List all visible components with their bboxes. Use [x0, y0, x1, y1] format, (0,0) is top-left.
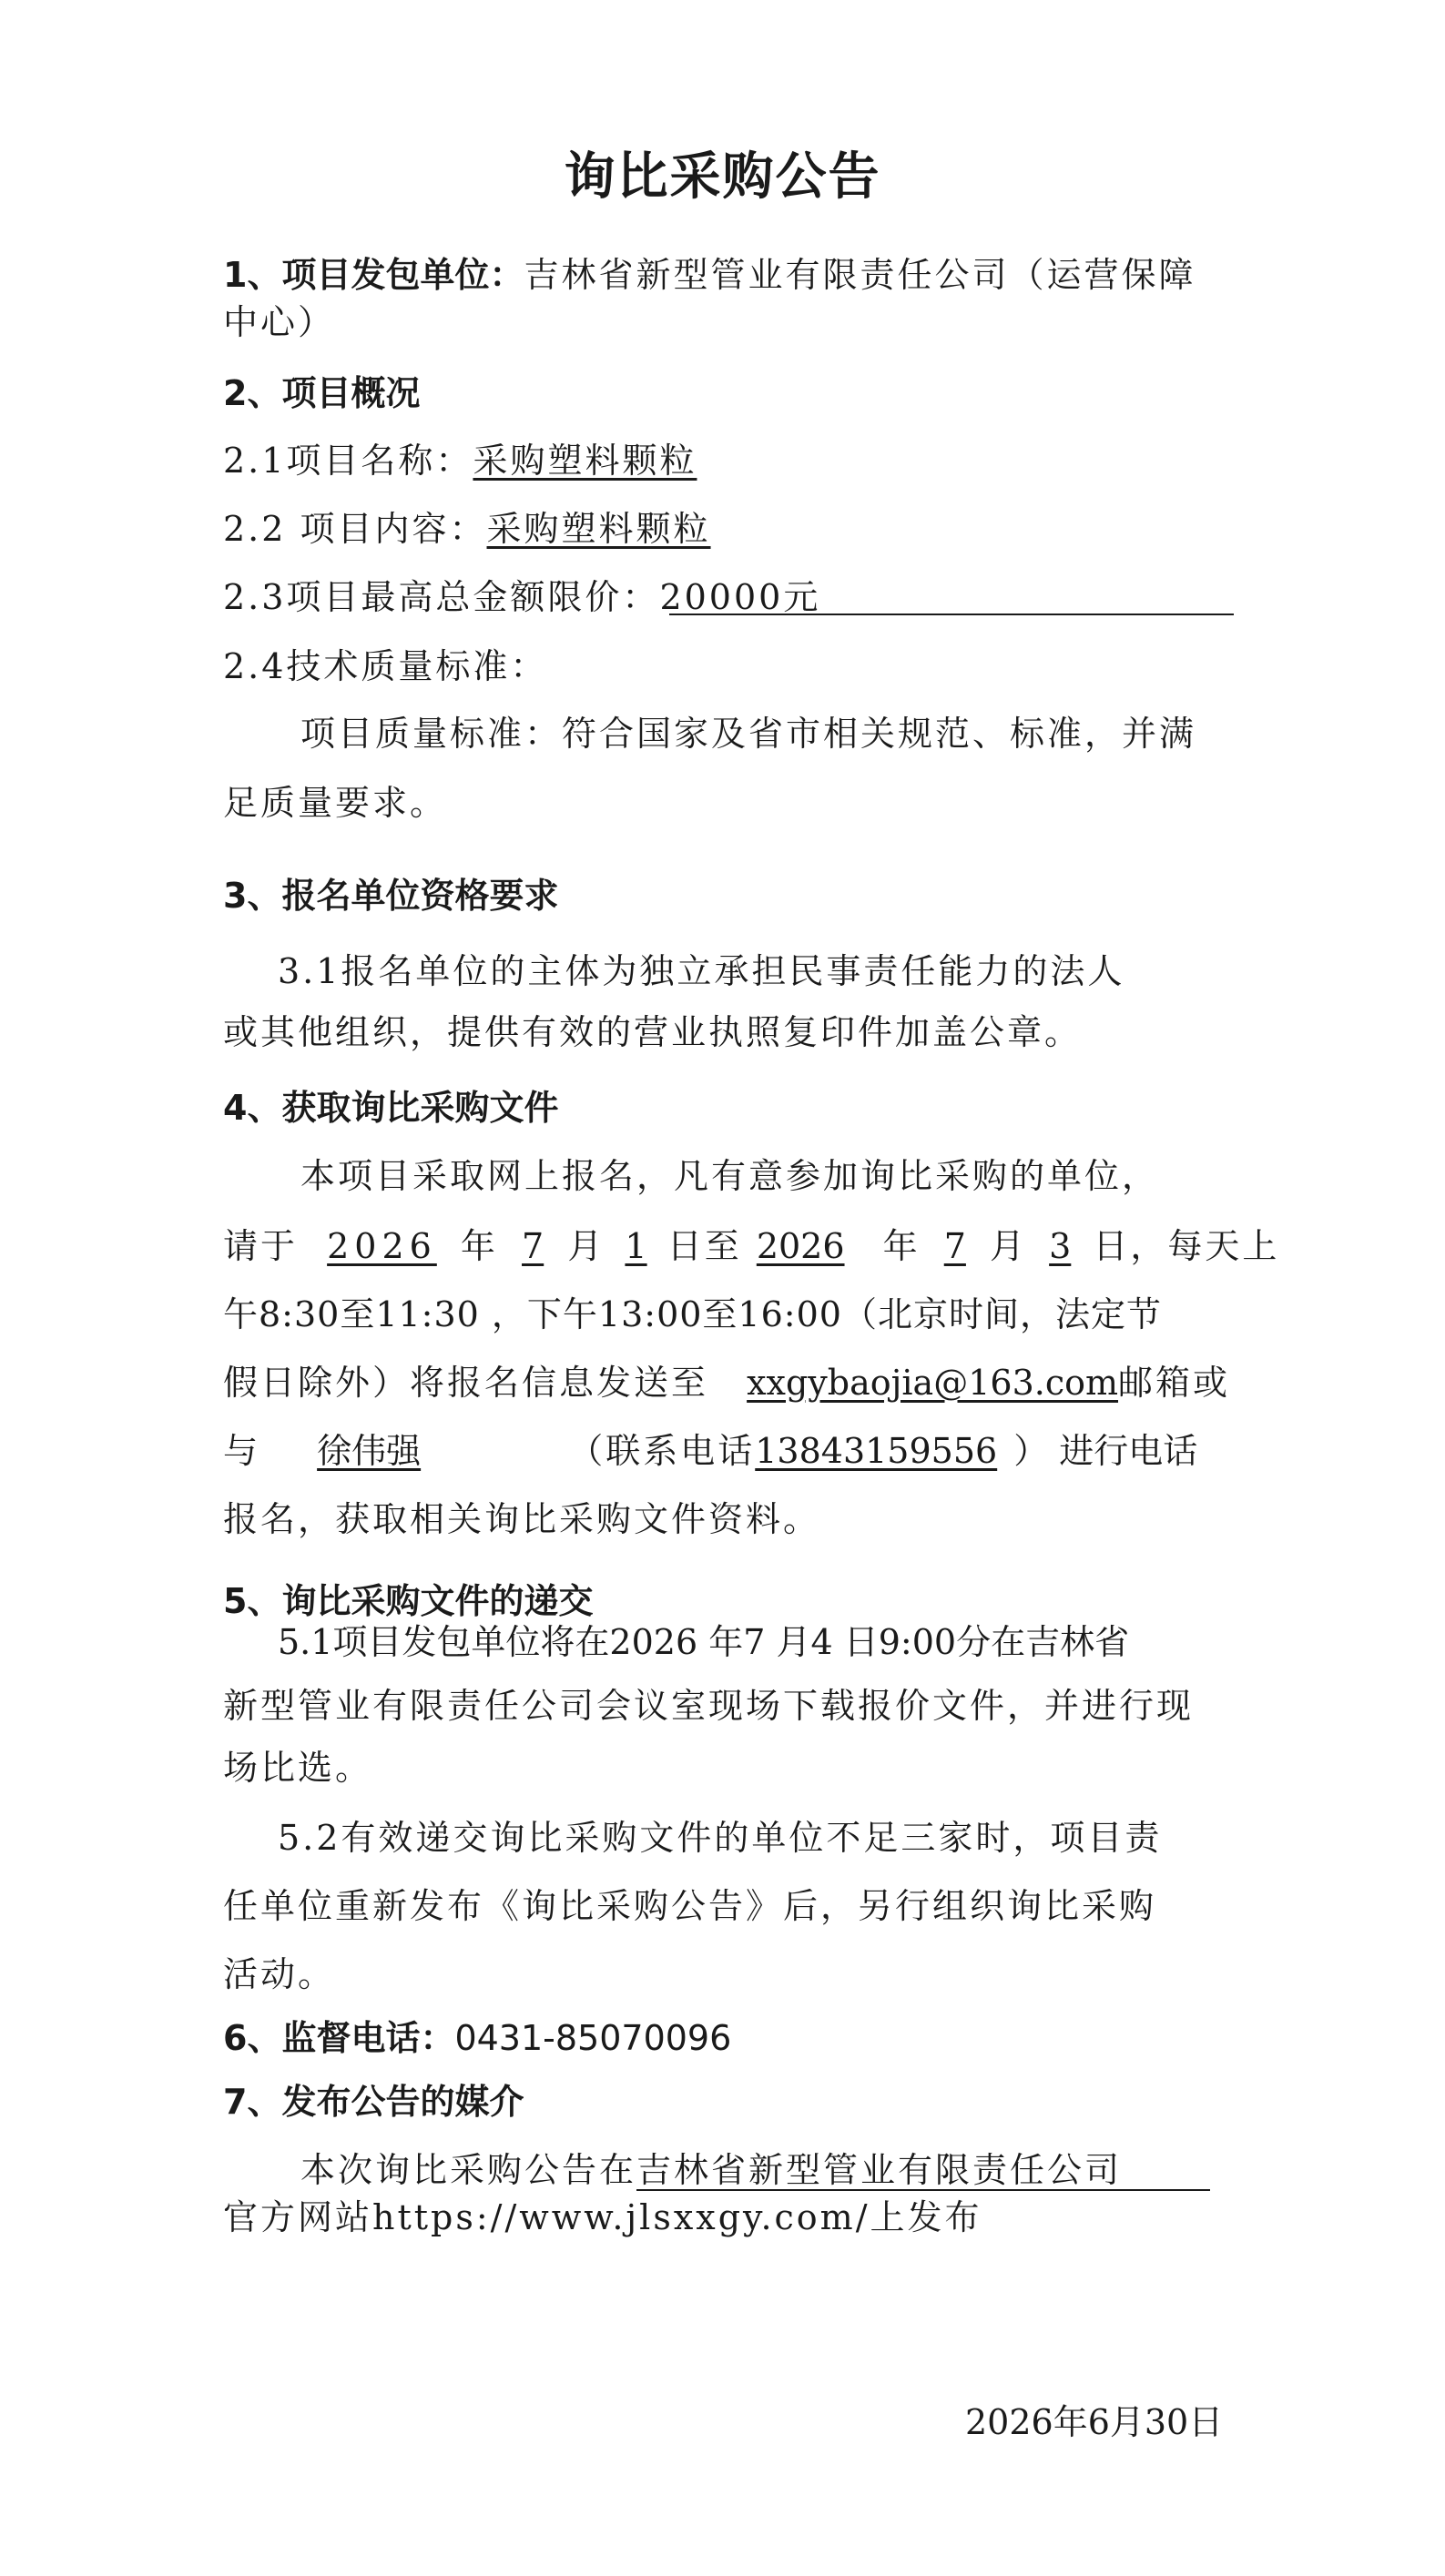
- price-limit-field: [659, 575, 1219, 619]
- publish-company-field: [636, 2151, 1210, 2191]
- section-5-1-line-1: 5.1项目发包单位将在2026 年7 月4 日9:00分在吉林省: [278, 1622, 1130, 1662]
- phone-label: （联系电话: [568, 1431, 756, 1471]
- end-day: 3: [1049, 1226, 1072, 1266]
- section-7-line-2: 官方网站https://www.jlsxxgy.com/上发布: [223, 2197, 982, 2237]
- start-year-unit: 年: [460, 1226, 498, 1266]
- quality-line-1: 项目质量标准：符合国家及省市相关规范、标准，并满: [300, 714, 1197, 754]
- registration-date-line: [223, 1224, 1280, 1268]
- project-content-value: 采购塑料颗粒: [486, 509, 711, 549]
- contact-phone: 13843159556: [755, 1431, 998, 1471]
- email-line: [223, 1361, 1234, 1405]
- section-1-label: 1、项目发包单位：: [223, 255, 524, 295]
- section-6-line: [223, 2016, 1234, 2060]
- price-limit-value: 20000元: [659, 577, 821, 617]
- publish-company: 吉林省新型管业有限责任公司: [636, 2150, 1123, 2190]
- section-2-heading: 2、项目概况: [223, 373, 421, 413]
- section-5-2-line-1: 5.2有效递交询比采购文件的单位不足三家时，项目责: [278, 1818, 1163, 1858]
- section-3-line-2: 或其他组织，提供有效的营业执照复印件加盖公章。: [223, 1012, 1083, 1052]
- project-name-label: 2.1项目名称：: [223, 441, 473, 481]
- section-4-line-1: 本项目采取网上报名，凡有意参加询比采购的单位，: [300, 1156, 1160, 1196]
- supervision-phone: 0431-85070096: [454, 2018, 732, 2058]
- start-day: 1: [625, 1226, 647, 1266]
- section-5-1-line-3: 场比选。: [223, 1748, 373, 1788]
- end-year: 2026: [756, 1226, 845, 1266]
- section-5-2-line-3: 活动。: [223, 1954, 336, 1994]
- section-1-value-cont: 中心）: [223, 302, 336, 342]
- announcement-date: 2026年6月30日: [965, 2402, 1224, 2442]
- section-4-heading: 4、获取询比采购文件: [223, 1088, 559, 1128]
- section-1-line: [223, 253, 1234, 297]
- contact-person: 徐伟强: [317, 1431, 422, 1471]
- email-intro: 假日除外）将报名信息发送至: [223, 1363, 709, 1403]
- price-limit-underline: [669, 614, 1234, 615]
- section-5-heading: 5、询比采购文件的递交: [223, 1581, 594, 1621]
- date-to: 日至: [667, 1226, 742, 1266]
- section-7-heading: 7、发布公告的媒介: [223, 2082, 524, 2122]
- end-year-unit: 年: [882, 1226, 921, 1266]
- section-6-label: 6、监督电话：: [223, 2018, 455, 2058]
- date-tail: 日，每天上: [1093, 1226, 1280, 1266]
- section-3-line-1: 3.1报名单位的主体为独立承担民事责任能力的法人: [278, 951, 1125, 991]
- tech-standard-label: 2.4技术质量标准：: [223, 646, 548, 686]
- end-month: 7: [943, 1226, 966, 1266]
- project-content-label: 2.2 项目内容：: [223, 509, 487, 549]
- contact-line: [223, 1429, 1234, 1473]
- start-month-unit: 月: [567, 1226, 605, 1266]
- price-limit-label: 2.3项目最高总金额限价：: [223, 577, 660, 617]
- contact-intro: 与: [223, 1431, 261, 1471]
- section-1-value: 吉林省新型管业有限责任公司（运营保障: [524, 255, 1196, 295]
- price-limit-line: [223, 575, 1234, 619]
- email-tail: 邮箱或: [1118, 1363, 1231, 1403]
- start-month: 7: [522, 1226, 544, 1266]
- date-intro: 请于: [223, 1226, 299, 1266]
- publish-intro: 本次询比采购公告在: [300, 2150, 637, 2190]
- email-address[interactable]: xxgybaojia@163.com: [747, 1363, 1119, 1403]
- project-name-value: 采购塑料颗粒: [473, 441, 697, 481]
- page-title: 询比采购公告: [564, 147, 881, 207]
- start-year: 2026: [327, 1226, 437, 1266]
- section-5-2-line-2: 任单位重新发布《询比采购公告》后，另行组织询比采购: [223, 1886, 1157, 1926]
- section-3-heading: 3、报名单位资格要求: [223, 876, 559, 916]
- phone-tail: ） 进行电话: [1013, 1431, 1198, 1471]
- project-name-line: [223, 439, 1234, 482]
- section-5-1-line-2: 新型管业有限责任公司会议室现场下载报价文件，并进行现: [223, 1686, 1195, 1726]
- section-7-line-1: [300, 2148, 1311, 2192]
- office-hours-line: 午8:30至11:30 ，下午13:00至16:00（北京时间，法定节: [223, 1294, 1162, 1334]
- project-content-line: [223, 507, 1234, 551]
- end-month-unit: 月: [990, 1226, 1028, 1266]
- section-4-line-6: 报名，获取相关询比采购文件资料。: [223, 1499, 821, 1539]
- quality-line-2: 足质量要求。: [223, 783, 448, 823]
